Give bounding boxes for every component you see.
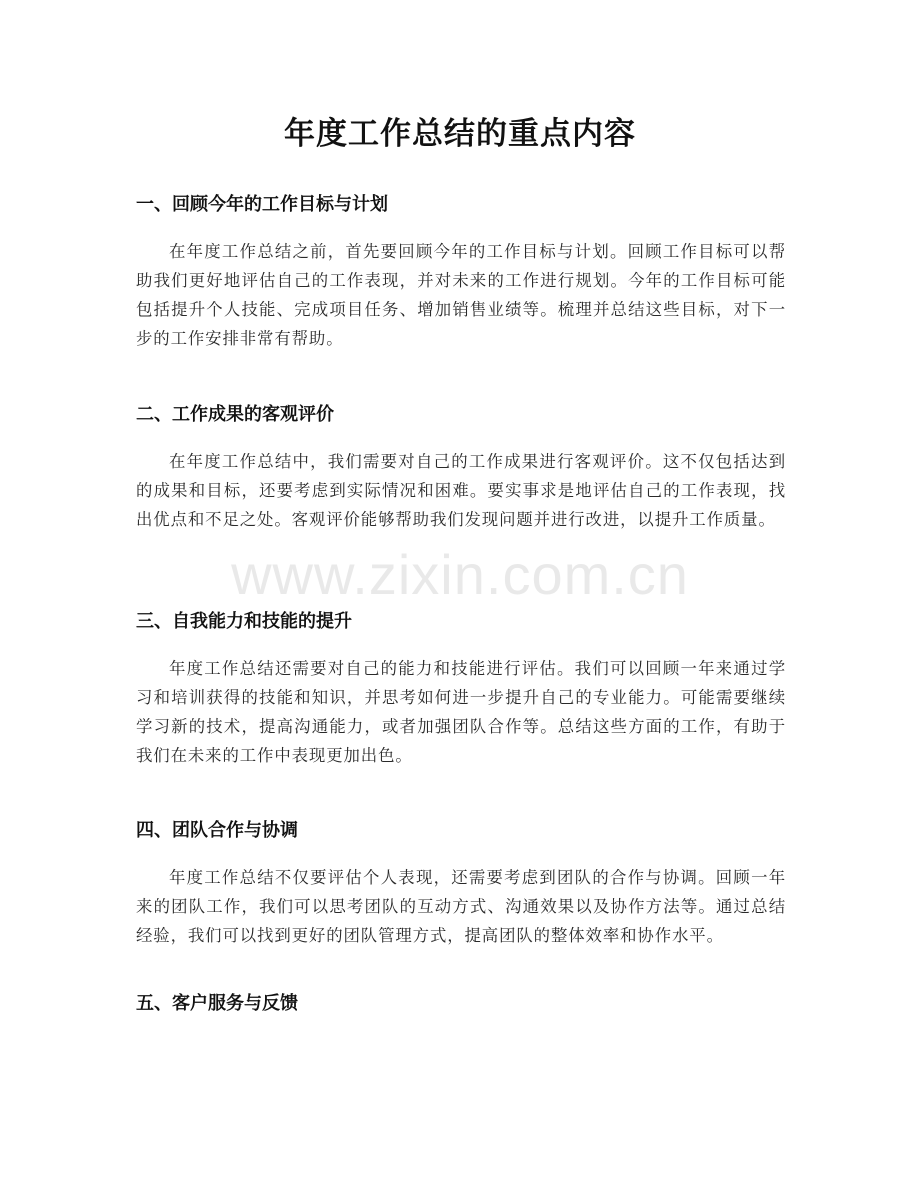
watermark: www.zixin.com.cn bbox=[231, 543, 689, 606]
section-body-3: 年度工作总结还需要对自己的能力和技能进行评估。我们可以回顾一年来通过学习和培训获得的技能和知识，并思考如何进一步提升自己的专业能力。可能需要继续学习新的技术，提高沟通能力，或者加强团队合作等。总结这些方面的工作，有助于我们在未来的工作中表现更加出色。 bbox=[136, 659, 786, 765]
section-heading-4: 四、团队合作与协调 bbox=[136, 820, 298, 841]
section-body-1: 在年度工作总结之前，首先要回顾今年的工作目标与计划。回顾工作目标可以帮助我们更好地评估自己的工作表现，并对未来的工作进行规划。今年的工作目标可能包括提升个人技能、完成项目任务、增加销售业绩等。梳理并总结这些目标，对下一步的工作安排非常有帮助。 bbox=[136, 242, 786, 348]
section-heading-1: 一、回顾今年的工作目标与计划 bbox=[136, 194, 388, 215]
section-body-4: 年度工作总结不仅要评估个人表现，还需要考虑到团队的合作与协调。回顾一年来的团队工作，我们可以思考团队的互动方式、沟通效果以及协作方法等。通过总结经验，我们可以找到更好的团队管理方式，提高团队的整体效率和协作水平。 bbox=[136, 868, 786, 945]
section-heading-3: 三、自我能力和技能的提升 bbox=[136, 611, 352, 632]
page-title: 年度工作总结的重点内容 bbox=[284, 116, 636, 152]
section-body-2: 在年度工作总结中，我们需要对自己的工作成果进行客观评价。这不仅包括达到的成果和目标，还要考虑到实际情况和困难。要实事求是地评估自己的工作表现，找出优点和不足之处。客观评价能够帮助我们发现问题并进行改进，以提升工作质量。 bbox=[136, 452, 786, 529]
section-heading-5: 五、客户服务与反馈 bbox=[136, 993, 298, 1014]
section-heading-2: 二、工作成果的客观评价 bbox=[136, 404, 334, 425]
